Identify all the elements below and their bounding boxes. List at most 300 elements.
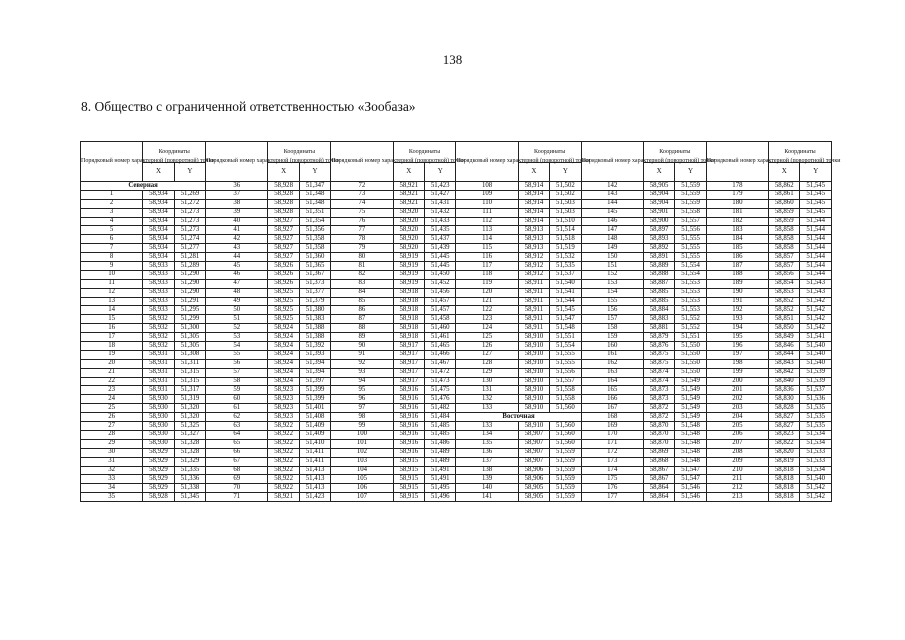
point-number: 46	[206, 270, 268, 279]
table-row	[81, 413, 832, 422]
point-number: 192	[706, 306, 768, 315]
point-number: 201	[706, 386, 768, 395]
header-y: Y	[174, 163, 205, 182]
point-number: 101	[331, 439, 393, 448]
coord-y: 51,545	[800, 199, 832, 208]
coord-x: 58,915	[393, 493, 424, 502]
point-number: 69	[206, 475, 268, 484]
point-number: 155	[581, 297, 643, 306]
coord-x: 58,922	[268, 457, 299, 466]
coord-x: 58,823	[769, 430, 800, 439]
point-number: 107	[331, 493, 393, 502]
coord-y: 51,540	[800, 350, 832, 359]
point-number: 188	[706, 270, 768, 279]
point-number: 76	[331, 217, 393, 226]
coord-x: 58,920	[393, 208, 424, 217]
table-row	[81, 368, 832, 377]
coord-y: 51,394	[299, 368, 330, 377]
coord-y: 51,308	[174, 350, 205, 359]
header-x: X	[143, 163, 174, 182]
coord-x: 58,914	[518, 199, 549, 208]
header-y: Y	[425, 163, 456, 182]
coord-y: 51,413	[299, 484, 330, 493]
point-number: 124	[456, 324, 518, 333]
coord-y: 51,273	[174, 208, 205, 217]
point-number: 15	[81, 315, 143, 324]
table-row	[81, 182, 832, 191]
coord-y: 51,489	[425, 448, 456, 457]
table-row	[81, 217, 832, 226]
coord-x: 58,818	[769, 493, 800, 502]
coord-y: 51,555	[550, 359, 581, 368]
point-number: 27	[81, 422, 143, 431]
point-number: 121	[456, 297, 518, 306]
point-number: 100	[331, 430, 393, 439]
coord-x: 58,929	[143, 457, 174, 466]
table-row	[81, 235, 832, 244]
coord-y: 51,320	[174, 404, 205, 413]
coord-x: 58,911	[518, 279, 549, 288]
coord-x: 58,885	[643, 297, 674, 306]
coord-x: 58,873	[643, 386, 674, 395]
coord-y: 51,348	[299, 190, 330, 199]
point-number: 45	[206, 262, 268, 271]
coord-y: 51,413	[299, 475, 330, 484]
coord-y: 51,547	[550, 315, 581, 324]
point-number: 206	[706, 430, 768, 439]
point-number: 75	[331, 208, 393, 217]
coord-y: 51,556	[550, 368, 581, 377]
point-number: 210	[706, 466, 768, 475]
point-number: 74	[331, 199, 393, 208]
coord-x: 58,843	[769, 359, 800, 368]
point-number: 143	[581, 190, 643, 199]
table-row	[81, 484, 832, 493]
coord-x: 58,858	[769, 226, 800, 235]
table-row	[81, 430, 832, 439]
point-number: 119	[456, 279, 518, 288]
coord-y: 51,502	[550, 182, 581, 191]
point-number: 182	[706, 217, 768, 226]
coord-y: 51,548	[675, 448, 706, 457]
coord-y: 51,289	[174, 262, 205, 271]
coord-y: 51,518	[550, 235, 581, 244]
point-number: 128	[456, 359, 518, 368]
point-number: 134	[456, 430, 518, 439]
point-number: 17	[81, 333, 143, 342]
point-number: 104	[331, 466, 393, 475]
coord-y: 51,549	[675, 413, 706, 422]
coord-x: 58,919	[393, 262, 424, 271]
point-number: 129	[456, 368, 518, 377]
coord-y: 51,548	[550, 324, 581, 333]
point-number: 144	[581, 199, 643, 208]
coord-y: 51,305	[174, 342, 205, 351]
point-number: 13	[81, 297, 143, 306]
coord-x: 58,897	[643, 226, 674, 235]
table-row	[81, 395, 832, 404]
point-number: 80	[331, 253, 393, 262]
coord-y: 51,367	[299, 270, 330, 279]
table-row	[81, 253, 832, 262]
coord-y: 51,548	[675, 422, 706, 431]
coord-y: 51,329	[174, 457, 205, 466]
coord-y: 51,550	[675, 359, 706, 368]
coord-x: 58,884	[643, 306, 674, 315]
coord-x: 58,867	[643, 466, 674, 475]
coord-y: 51,552	[675, 315, 706, 324]
coord-y: 51,560	[550, 422, 581, 431]
coord-y: 51,486	[425, 439, 456, 448]
coord-y: 51,559	[550, 466, 581, 475]
table-row	[81, 262, 832, 271]
coord-x: 58,893	[643, 235, 674, 244]
coord-y: 51,379	[299, 297, 330, 306]
point-number: 117	[456, 262, 518, 271]
point-number: 87	[331, 315, 393, 324]
coord-y: 51,546	[675, 493, 706, 502]
coord-y: 51,542	[800, 324, 832, 333]
coord-x: 58,924	[268, 342, 299, 351]
coord-x: 58,934	[143, 208, 174, 217]
point-number: 137	[456, 457, 518, 466]
coord-y: 51,549	[675, 395, 706, 404]
coord-y: 51,533	[800, 448, 832, 457]
coord-y: 51,550	[675, 342, 706, 351]
point-number: 191	[706, 297, 768, 306]
point-number: 114	[456, 235, 518, 244]
point-number: 18	[81, 342, 143, 351]
coord-x: 58,861	[769, 190, 800, 199]
coord-x: 58,918	[393, 324, 424, 333]
coord-x: 58,918	[393, 297, 424, 306]
coord-x: 58,873	[643, 395, 674, 404]
coord-y: 51,559	[550, 493, 581, 502]
coord-x: 58,887	[643, 279, 674, 288]
point-number: 113	[456, 226, 518, 235]
coord-y: 51,533	[800, 457, 832, 466]
coord-y: 51,559	[550, 448, 581, 457]
point-number: 31	[81, 457, 143, 466]
coord-y: 51,327	[174, 430, 205, 439]
point-number: 24	[81, 395, 143, 404]
coord-x: 58,905	[518, 493, 549, 502]
header-coordinates: Координаты	[643, 142, 706, 163]
coord-y: 51,433	[425, 217, 456, 226]
coord-y: 51,388	[299, 324, 330, 333]
coord-x: 58,910	[518, 386, 549, 395]
coord-x: 58,926	[268, 262, 299, 271]
point-number: 20	[81, 359, 143, 368]
coord-y: 51,273	[174, 226, 205, 235]
point-number: 37	[206, 190, 268, 199]
coord-x: 58,930	[143, 422, 174, 431]
coord-y: 51,554	[675, 262, 706, 271]
coord-x: 58,851	[769, 315, 800, 324]
coord-x: 58,859	[769, 217, 800, 226]
coord-y: 51,555	[550, 350, 581, 359]
coord-y: 51,542	[800, 297, 832, 306]
point-number: 61	[206, 404, 268, 413]
header-point-number: Порядковый номер характерной (поворотной) точки	[331, 142, 393, 182]
point-number: 85	[331, 297, 393, 306]
point-number: 125	[456, 333, 518, 342]
point-number: 72	[331, 182, 393, 191]
header-y: Y	[800, 163, 832, 182]
coord-y: 51,409	[299, 422, 330, 431]
coord-y: 51,544	[800, 262, 832, 271]
coord-y: 51,411	[299, 457, 330, 466]
point-number: 93	[331, 368, 393, 377]
coord-x: 58,934	[143, 253, 174, 262]
coord-x: 58,917	[393, 359, 424, 368]
coord-x: 58,868	[643, 457, 674, 466]
coord-x: 58,921	[268, 493, 299, 502]
header-coordinates: Координаты	[518, 142, 581, 163]
point-number: 30	[81, 448, 143, 457]
coord-y: 51,315	[174, 368, 205, 377]
coord-y: 51,559	[550, 457, 581, 466]
table-row	[81, 324, 832, 333]
point-number: 140	[456, 484, 518, 493]
coord-x: 58,934	[143, 190, 174, 199]
coord-y: 51,540	[550, 279, 581, 288]
point-number: 207	[706, 439, 768, 448]
point-number: 42	[206, 235, 268, 244]
coord-y: 51,544	[800, 226, 832, 235]
coord-y: 51,553	[675, 297, 706, 306]
coord-y: 51,399	[299, 386, 330, 395]
point-number: 110	[456, 199, 518, 208]
coord-y: 51,273	[174, 217, 205, 226]
coord-y: 51,510	[550, 217, 581, 226]
point-number: 23	[81, 386, 143, 395]
coord-x: 58,907	[518, 439, 549, 448]
table-row	[81, 493, 832, 502]
coord-x: 58,928	[268, 190, 299, 199]
coord-y: 51,554	[675, 270, 706, 279]
coord-y: 51,336	[174, 475, 205, 484]
point-number: 157	[581, 315, 643, 324]
point-number: 203	[706, 404, 768, 413]
coord-x: 58,925	[268, 306, 299, 315]
coord-y: 51,299	[174, 315, 205, 324]
point-number: 209	[706, 457, 768, 466]
coord-y: 51,545	[800, 182, 832, 191]
point-number: 82	[331, 270, 393, 279]
point-number: 39	[206, 208, 268, 217]
coord-x: 58,919	[393, 253, 424, 262]
coord-x: 58,911	[518, 315, 549, 324]
point-number: 1	[81, 190, 143, 199]
table-row	[81, 199, 832, 208]
point-number: 7	[81, 244, 143, 253]
point-number: 91	[331, 350, 393, 359]
coord-x: 58,819	[769, 457, 800, 466]
header-point-number: Порядковый номер характерной (поворотной) точки	[206, 142, 268, 182]
coordinates-table	[80, 141, 841, 502]
coord-x: 58,914	[518, 190, 549, 199]
coord-y: 51,535	[800, 413, 832, 422]
coord-x: 58,923	[268, 395, 299, 404]
coord-y: 51,383	[299, 315, 330, 324]
table-row	[81, 190, 832, 199]
coord-x: 58,930	[143, 430, 174, 439]
point-number: 116	[456, 253, 518, 262]
coord-y: 51,545	[800, 208, 832, 217]
point-number: 126	[456, 342, 518, 351]
coord-x: 58,881	[643, 324, 674, 333]
section-label: Восточная	[456, 413, 581, 422]
point-number: 179	[706, 190, 768, 199]
coord-x: 58,927	[268, 244, 299, 253]
coord-y: 51,496	[425, 493, 456, 502]
coord-x: 58,914	[518, 208, 549, 217]
coord-x: 58,916	[393, 430, 424, 439]
point-number: 40	[206, 217, 268, 226]
coord-x: 58,916	[393, 448, 424, 457]
table-row	[81, 466, 832, 475]
point-number: 196	[706, 342, 768, 351]
coord-x: 58,910	[518, 395, 549, 404]
coord-y: 51,437	[425, 235, 456, 244]
coord-x: 58,917	[393, 368, 424, 377]
point-number: 14	[81, 306, 143, 315]
coord-x: 58,901	[643, 208, 674, 217]
coord-x: 58,864	[643, 493, 674, 502]
coord-y: 51,537	[550, 270, 581, 279]
coord-y: 51,328	[174, 448, 205, 457]
coord-x: 58,842	[769, 368, 800, 377]
coord-y: 51,388	[299, 333, 330, 342]
coord-y: 51,393	[299, 350, 330, 359]
point-number: 109	[456, 190, 518, 199]
document-heading: 8. Общество с ограниченной ответственностью «Зообаза»	[81, 99, 416, 114]
point-number: 163	[581, 368, 643, 377]
coord-y: 51,545	[550, 306, 581, 315]
header-x: X	[393, 163, 424, 182]
coord-y: 51,348	[299, 199, 330, 208]
header-x: X	[769, 163, 800, 182]
point-number: 8	[81, 253, 143, 262]
coord-x: 58,922	[268, 448, 299, 457]
coord-x: 58,921	[393, 182, 424, 191]
coord-y: 51,556	[675, 226, 706, 235]
point-number: 194	[706, 324, 768, 333]
coord-y: 51,541	[800, 333, 832, 342]
coord-y: 51,461	[425, 333, 456, 342]
point-number: 150	[581, 253, 643, 262]
coord-x: 58,922	[268, 422, 299, 431]
point-number: 4	[81, 217, 143, 226]
coord-x: 58,933	[143, 297, 174, 306]
coord-y: 51,549	[675, 404, 706, 413]
point-number: 65	[206, 439, 268, 448]
table-row	[81, 226, 832, 235]
coord-y: 51,543	[800, 288, 832, 297]
point-number: 123	[456, 315, 518, 324]
header-coordinates: Координаты	[268, 142, 331, 163]
coord-x: 58,933	[143, 279, 174, 288]
coord-x: 58,911	[518, 324, 549, 333]
point-number: 202	[706, 395, 768, 404]
point-number: 139	[456, 475, 518, 484]
point-number: 66	[206, 448, 268, 457]
coord-x: 58,925	[268, 297, 299, 306]
coord-x: 58,929	[143, 475, 174, 484]
point-number: 197	[706, 350, 768, 359]
table-row	[81, 270, 832, 279]
point-number: 68	[206, 466, 268, 475]
table-row	[81, 350, 832, 359]
coord-x: 58,900	[643, 217, 674, 226]
coord-y: 51,555	[675, 235, 706, 244]
point-number: 77	[331, 226, 393, 235]
coord-x: 58,920	[393, 244, 424, 253]
point-number: 22	[81, 377, 143, 386]
coord-y: 51,540	[800, 342, 832, 351]
coord-y: 51,545	[800, 190, 832, 199]
coord-y: 51,549	[675, 377, 706, 386]
point-number: 50	[206, 306, 268, 315]
coord-y: 51,548	[675, 457, 706, 466]
coord-y: 51,544	[800, 244, 832, 253]
coord-x: 58,922	[268, 466, 299, 475]
coord-x: 58,846	[769, 342, 800, 351]
point-number: 78	[331, 235, 393, 244]
point-number: 177	[581, 493, 643, 502]
coord-y: 51,373	[299, 279, 330, 288]
coord-x: 58,910	[518, 333, 549, 342]
table-row	[81, 404, 832, 413]
coord-y: 51,547	[675, 466, 706, 475]
coord-y: 51,558	[550, 386, 581, 395]
coord-y: 51,559	[550, 484, 581, 493]
coord-x: 58,872	[643, 413, 674, 422]
point-number: 146	[581, 217, 643, 226]
coord-x: 58,875	[643, 359, 674, 368]
coord-y: 51,399	[299, 395, 330, 404]
coord-y: 51,534	[800, 439, 832, 448]
point-number: 178	[706, 182, 768, 191]
coord-y: 51,394	[299, 359, 330, 368]
coord-y: 51,335	[174, 466, 205, 475]
point-number: 130	[456, 377, 518, 386]
coord-y: 51,560	[550, 404, 581, 413]
coord-x: 58,888	[643, 270, 674, 279]
coord-y: 51,489	[425, 457, 456, 466]
coord-y: 51,452	[425, 279, 456, 288]
coord-x: 58,928	[143, 493, 174, 502]
point-number: 171	[581, 439, 643, 448]
coord-x: 58,915	[393, 484, 424, 493]
coord-y: 51,401	[299, 404, 330, 413]
coord-y: 51,553	[675, 288, 706, 297]
coord-x: 58,840	[769, 377, 800, 386]
coord-x: 58,919	[393, 279, 424, 288]
coord-x: 58,853	[769, 288, 800, 297]
header-x: X	[268, 163, 299, 182]
point-number: 58	[206, 377, 268, 386]
point-number: 161	[581, 350, 643, 359]
coord-y: 51,554	[550, 342, 581, 351]
coord-x: 58,828	[769, 404, 800, 413]
coord-x: 58,889	[643, 262, 674, 271]
coord-x: 58,910	[518, 404, 549, 413]
point-number: 186	[706, 253, 768, 262]
point-number: 108	[456, 182, 518, 191]
coord-x: 58,926	[268, 279, 299, 288]
